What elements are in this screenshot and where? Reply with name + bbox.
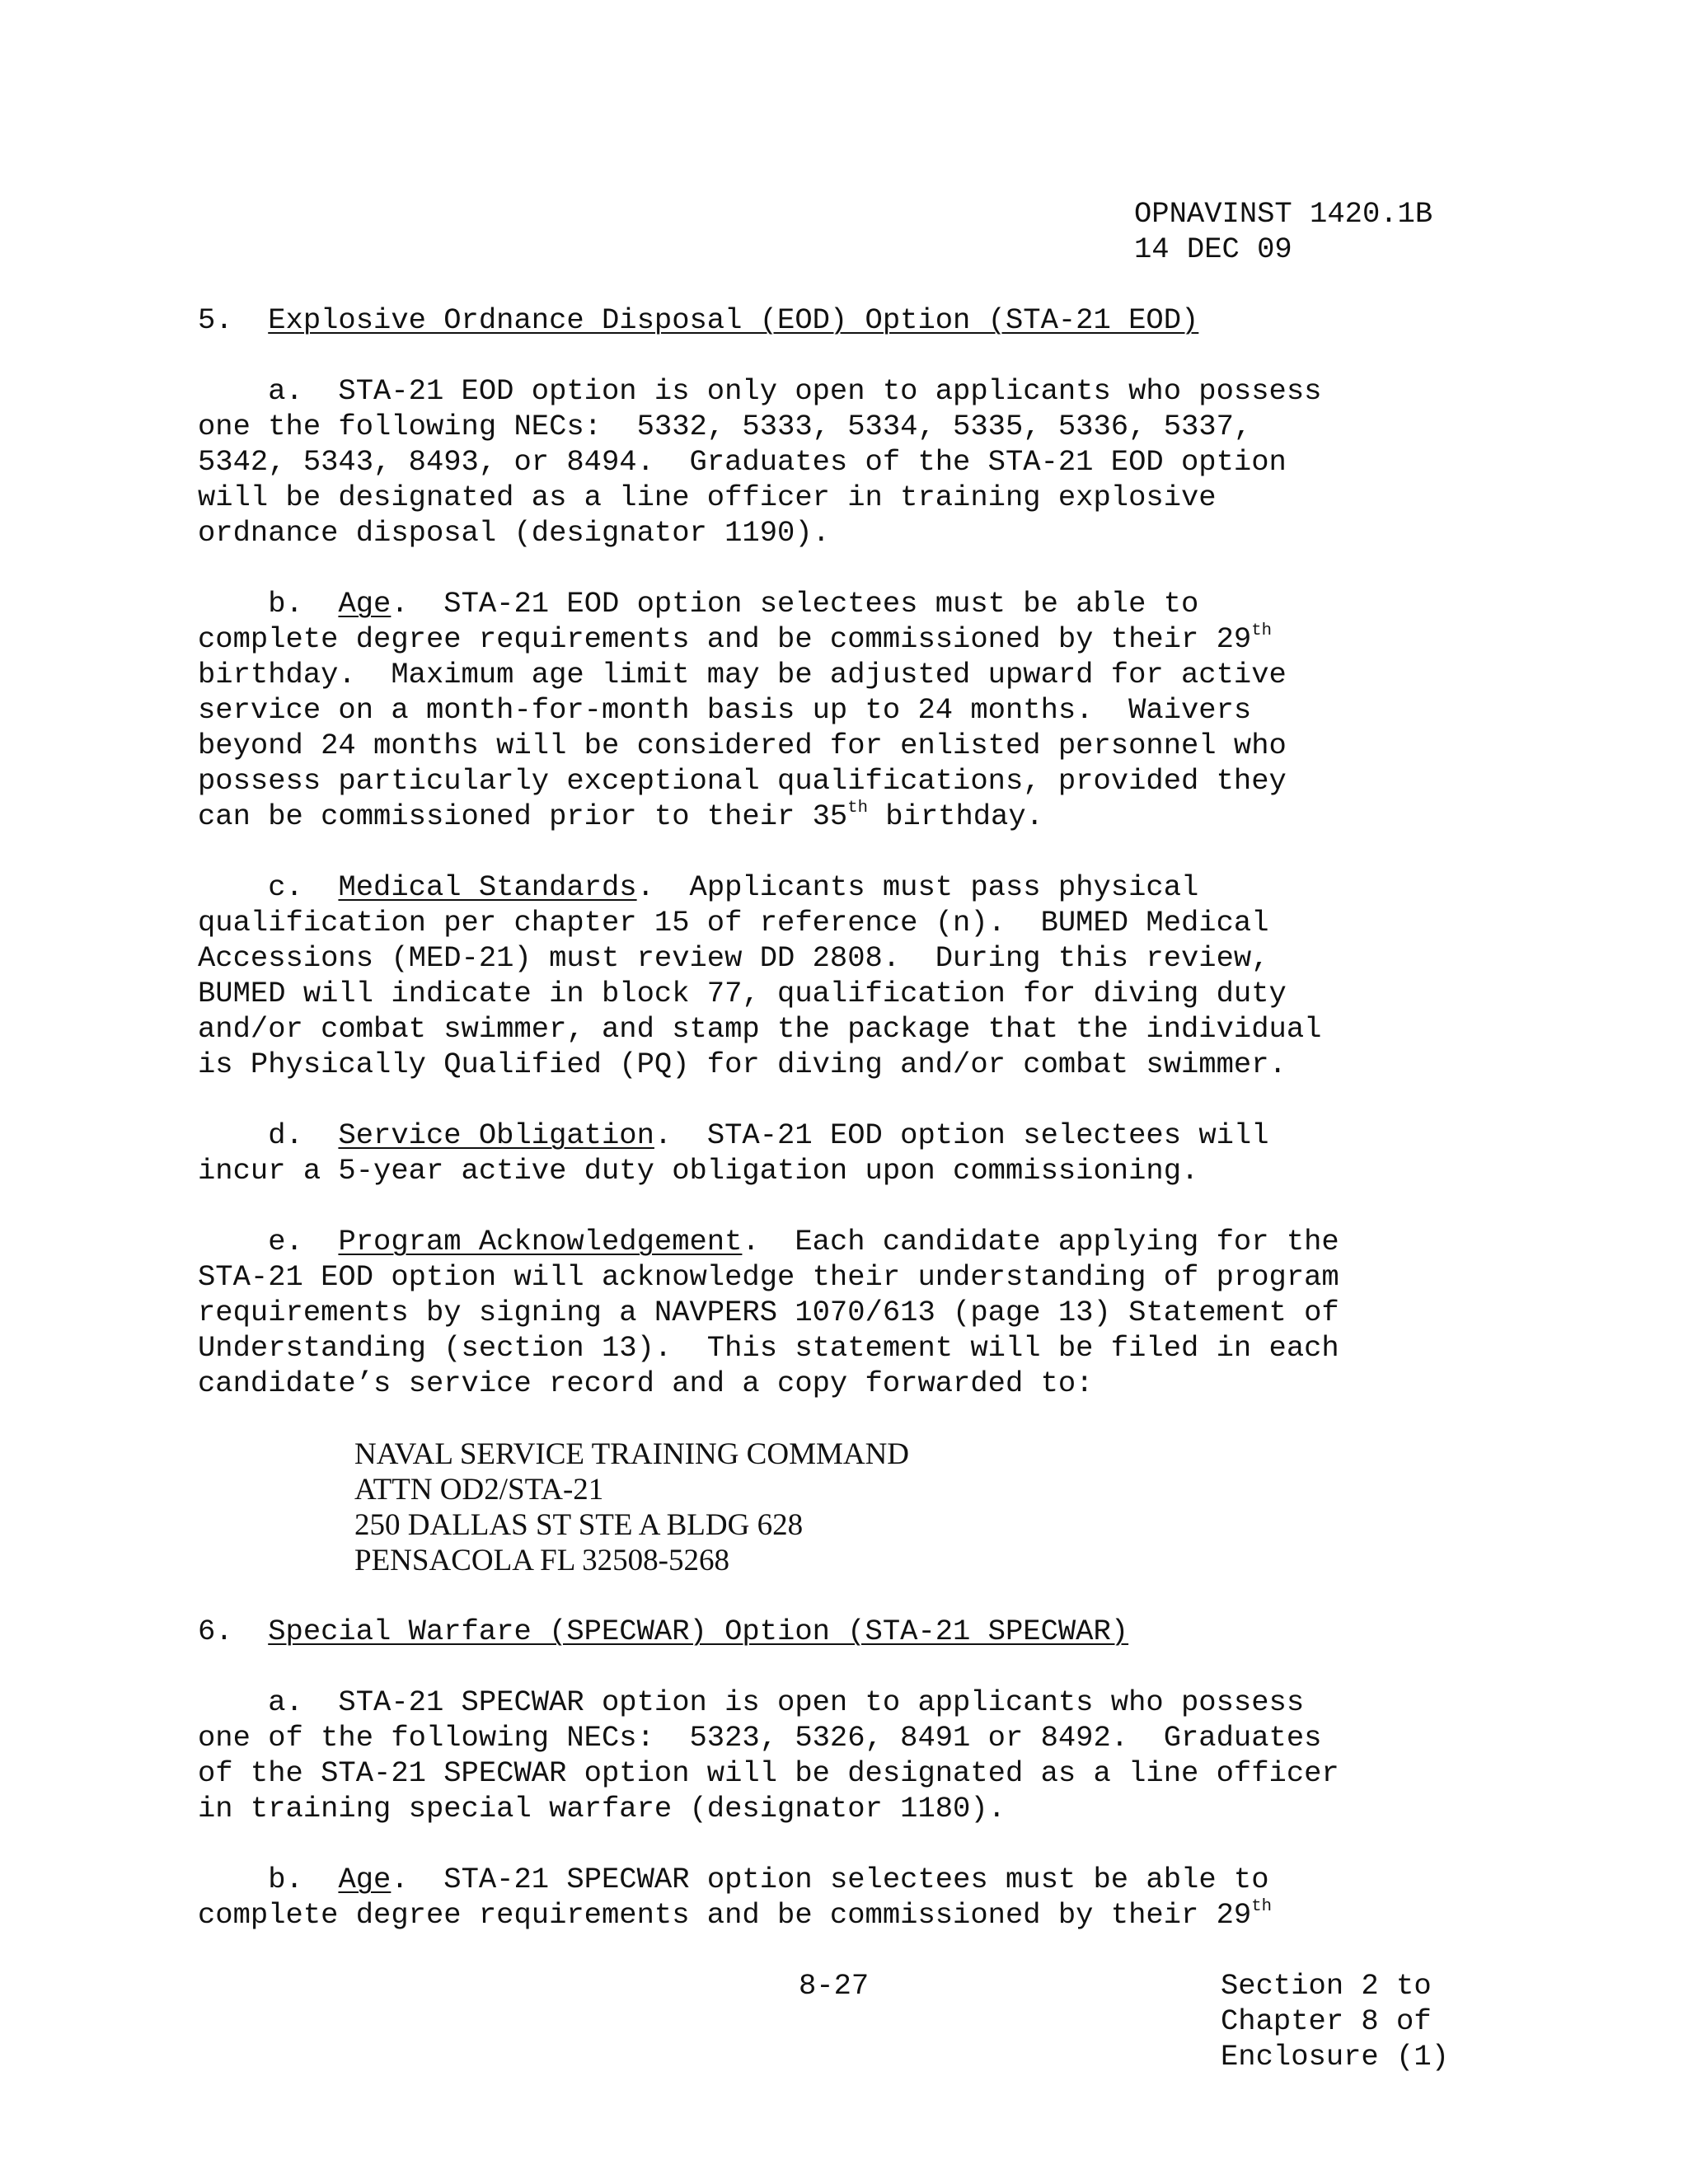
text-line: birthday. Maximum age limit may be adjusted upward for active	[198, 658, 1287, 691]
text-line: one the following NECs: 5332, 5333, 5334, 5335, 5336, 5337,	[198, 410, 1252, 443]
instruction-date: 14 DEC 09	[1134, 232, 1292, 266]
para-label: b.	[198, 587, 339, 621]
address-line: ATTN OD2/STA-21	[354, 1473, 604, 1507]
text-line	[198, 1224, 1339, 1259]
para-label: b.	[198, 1863, 339, 1896]
section-6-heading	[198, 1614, 1128, 1649]
para-label: e.	[198, 1225, 339, 1258]
para-text: . Applicants must pass physical	[636, 870, 1199, 904]
footer-reference: Chapter 8 of	[1221, 2004, 1432, 2038]
page-number: 8-27	[799, 1969, 870, 2003]
text-line: of the STA-21 SPECWAR option will be designated as a line officer	[198, 1756, 1339, 1790]
section-title: Special Warfare (SPECWAR) Option (STA-21 SPECWAR)	[268, 1615, 1129, 1648]
ordinal-suffix: th	[1251, 1896, 1272, 1916]
section-title: Explosive Ordnance Disposal (EOD) Option (STA-21 EOD)	[268, 303, 1199, 337]
text-line: a. STA-21 SPECWAR option is open to applicants who possess	[198, 1685, 1305, 1719]
section-number: 6.	[198, 1615, 233, 1648]
text-line	[198, 1118, 1269, 1153]
section-5-heading	[198, 302, 1198, 338]
para-text: complete degree requirements and be commissioned by their 29	[198, 1898, 1252, 1932]
text-line	[198, 1862, 1269, 1897]
text-line: requirements by signing a NAVPERS 1070/613 (page 13) Statement of	[198, 1296, 1339, 1329]
para-text: complete degree requirements and be commissioned by their 29	[198, 622, 1252, 656]
text-line: one of the following NECs: 5323, 5326, 8491 or 8492. Graduates	[198, 1721, 1322, 1755]
text-line: possess particularly exceptional qualifications, provided they	[198, 764, 1287, 798]
text-line: will be designated as a line officer in training explosive	[198, 480, 1217, 514]
para-heading: Program Acknowledgement	[338, 1225, 743, 1258]
text-line: and/or combat swimmer, and stamp the package that the individual	[198, 1012, 1322, 1046]
para-label: d.	[198, 1118, 339, 1152]
text-line: in training special warfare (designator 1180).	[198, 1792, 1006, 1825]
text-line: STA-21 EOD option will acknowledge their understanding of program	[198, 1260, 1339, 1294]
text-line: BUMED will indicate in block 77, qualification for diving duty	[198, 977, 1287, 1010]
footer-reference: Section 2 to	[1221, 1969, 1432, 2003]
para-text: . STA-21 SPECWAR option selectees must be able to	[391, 1863, 1269, 1896]
text-line	[198, 869, 1198, 905]
para-text: birthday.	[867, 799, 1043, 833]
para-heading: Medical Standards	[338, 870, 637, 904]
para-text: . Each candidate applying for the	[742, 1225, 1339, 1258]
address-line: PENSACOLA FL 32508-5268	[354, 1544, 730, 1577]
ordinal-suffix: th	[1251, 621, 1272, 640]
section-number: 5.	[198, 303, 233, 337]
text-line	[198, 1897, 1272, 1933]
para-text: can be commissioned prior to their 35	[198, 799, 848, 833]
text-line: incur a 5-year active duty obligation upon commissioning.	[198, 1154, 1199, 1188]
text-line	[198, 799, 1043, 834]
para-text: . STA-21 EOD option selectees must be able to	[391, 587, 1199, 621]
text-line: ordnance disposal (designator 1190).	[198, 516, 830, 550]
para-heading: Age	[338, 1863, 392, 1896]
address-line: NAVAL SERVICE TRAINING COMMAND	[354, 1437, 910, 1471]
text-line: qualification per chapter 15 of reference (n). BUMED Medical	[198, 906, 1269, 940]
instruction-number: OPNAVINST 1420.1B	[1134, 197, 1433, 231]
para-heading: Service Obligation	[338, 1118, 654, 1152]
text-line: candidate’s service record and a copy forwarded to:	[198, 1366, 1094, 1400]
para-heading: Age	[338, 587, 392, 621]
para-text: . STA-21 EOD option selectees will	[654, 1118, 1269, 1152]
para-label: c.	[198, 870, 339, 904]
footer-reference: Enclosure (1)	[1221, 2040, 1449, 2074]
address-line: 250 DALLAS ST STE A BLDG 628	[354, 1508, 804, 1542]
text-line: service on a month-for-month basis up to 24 months. Waivers	[198, 693, 1252, 727]
text-line: Understanding (section 13). This statement will be filed in each	[198, 1331, 1339, 1365]
text-line: 5342, 5343, 8493, or 8494. Graduates of the STA-21 EOD option	[198, 445, 1287, 479]
ordinal-suffix: th	[847, 798, 868, 818]
text-line: a. STA-21 EOD option is only open to applicants who possess	[198, 374, 1322, 408]
text-line: Accessions (MED-21) must review DD 2808. During this review,	[198, 941, 1269, 975]
text-line: beyond 24 months will be considered for enlisted personnel who	[198, 729, 1287, 762]
text-line	[198, 586, 1198, 621]
text-line	[198, 621, 1272, 657]
text-line: is Physically Qualified (PQ) for diving and/or combat swimmer.	[198, 1047, 1287, 1081]
